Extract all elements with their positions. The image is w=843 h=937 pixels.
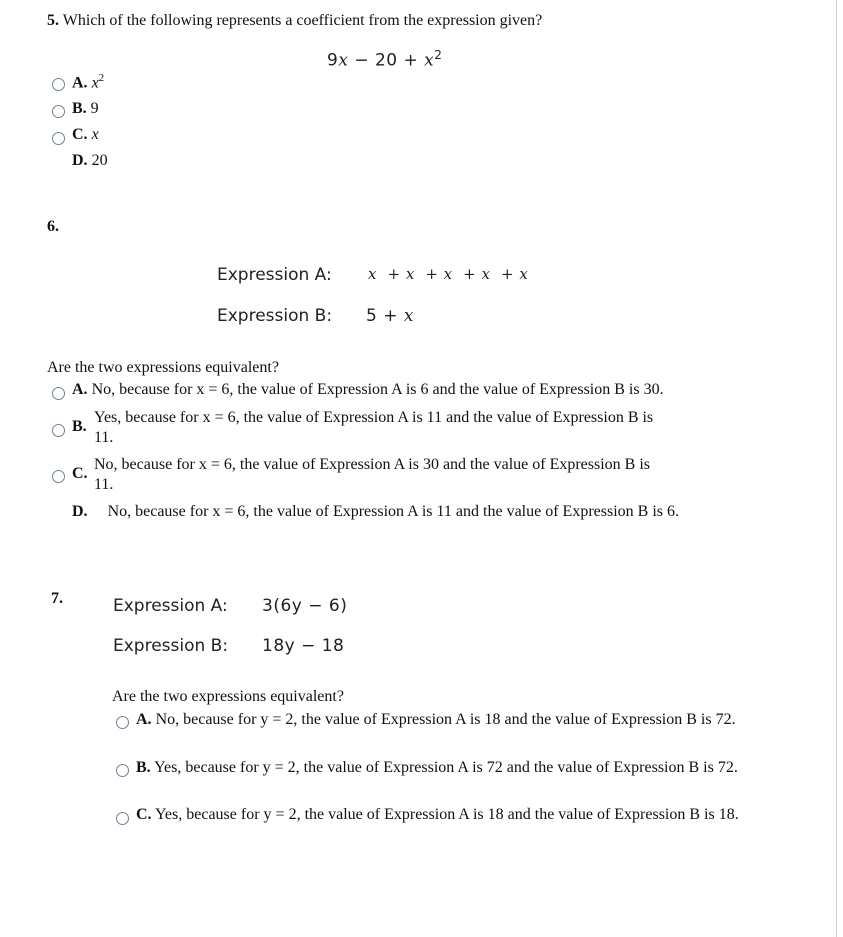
q7-option-b[interactable] <box>136 759 738 777</box>
q6-option-c-radio[interactable] <box>52 470 65 483</box>
q6-option-b[interactable] <box>94 408 653 448</box>
const: 5 + <box>366 306 404 326</box>
option-text-line: Yes, because for x = 6, the value of Expression A is 11 and the value of Expression B is <box>94 409 654 426</box>
option-label: A. <box>136 711 152 728</box>
q6-expr-a: x + x + x + x + x <box>368 265 529 283</box>
option-text: No, because for x = 6, the value of Expression A is 11 and the value of Expression B is 6. <box>107 503 679 520</box>
option-text: No, because for y = 2, the value of Expression A is 18 and the value of Expression B is 72. <box>155 711 736 728</box>
question-number: 5. <box>47 12 59 29</box>
q6-option-d[interactable] <box>72 503 679 521</box>
question-7-number: 7. <box>51 590 63 607</box>
option-label: B. <box>136 759 151 776</box>
option-label: C. <box>72 126 88 143</box>
question-5-prompt <box>47 12 542 30</box>
option-text-line: 11. <box>94 476 114 493</box>
q7-option-c[interactable] <box>136 806 739 824</box>
var: x <box>403 306 414 326</box>
option-text-line: 11. <box>94 429 114 446</box>
q6-option-b-radio[interactable] <box>52 424 65 437</box>
option-label: D. <box>72 152 88 169</box>
q5-option-c[interactable] <box>72 126 99 144</box>
option-text: 20 <box>91 152 108 169</box>
q7-expr-b-label: Expression B: <box>113 636 229 656</box>
option-var: x <box>91 126 99 143</box>
page-border <box>836 0 837 937</box>
coef: 9 <box>327 50 339 71</box>
option-label: D. <box>72 503 88 520</box>
option-sup: 2 <box>98 72 105 84</box>
q5-option-b[interactable] <box>72 100 99 118</box>
option-label: B. <box>72 418 87 435</box>
q6-option-a-radio[interactable] <box>52 387 65 400</box>
q5-option-a-radio[interactable] <box>52 78 65 91</box>
q7-option-c-radio[interactable] <box>116 812 129 825</box>
q7-expr-a-label: Expression A: <box>113 596 228 616</box>
q6-option-c[interactable] <box>94 455 650 495</box>
q5-option-a[interactable] <box>72 72 104 92</box>
q5-option-d[interactable] <box>72 152 108 170</box>
option-text: Yes, because for y = 2, the value of Expression A is 18 and the value of Expression B is 18. <box>154 806 739 823</box>
q6-option-a[interactable] <box>72 381 664 399</box>
terms: − 20 + <box>348 50 425 71</box>
option-var: x <box>91 74 99 92</box>
option-text: No, because for x = 6, the value of Expression A is 6 and the value of Expression B is 30. <box>91 381 664 398</box>
exponent: 2 <box>434 48 443 62</box>
q5-expression <box>327 48 442 71</box>
option-label: C. <box>136 806 152 823</box>
q5-option-c-radio[interactable] <box>52 132 65 145</box>
q6-expr-b <box>366 306 414 326</box>
q6-question: Are the two expressions equivalent? <box>47 359 279 376</box>
q7-option-b-radio[interactable] <box>116 764 129 777</box>
q7-option-a[interactable] <box>136 711 736 729</box>
q6-expr-b-label: Expression B: <box>217 306 333 326</box>
q7-question: Are the two expressions equivalent? <box>112 688 344 705</box>
option-label: A. <box>72 74 88 92</box>
q7-expr-a: 3(6y − 6) <box>262 596 348 616</box>
question-text: Which of the following represents a coefficient from the expression given? <box>62 12 543 29</box>
question-6-number: 6. <box>47 218 59 235</box>
q6-expr-a-label: Expression A: <box>217 265 332 285</box>
option-label: A. <box>72 381 88 398</box>
var: x <box>338 50 349 71</box>
q7-option-a-radio[interactable] <box>116 716 129 729</box>
option-label: C. <box>72 465 88 482</box>
option-label: B. <box>72 100 87 117</box>
option-text: 9 <box>90 100 99 117</box>
q7-expr-b: 18y − 18 <box>262 636 345 656</box>
option-text-line: No, because for x = 6, the value of Expression A is 30 and the value of Expression B is <box>94 456 651 473</box>
option-text: Yes, because for y = 2, the value of Expression A is 72 and the value of Expression B is 72. <box>154 759 738 776</box>
q5-option-b-radio[interactable] <box>52 105 65 118</box>
var: x <box>424 50 435 71</box>
